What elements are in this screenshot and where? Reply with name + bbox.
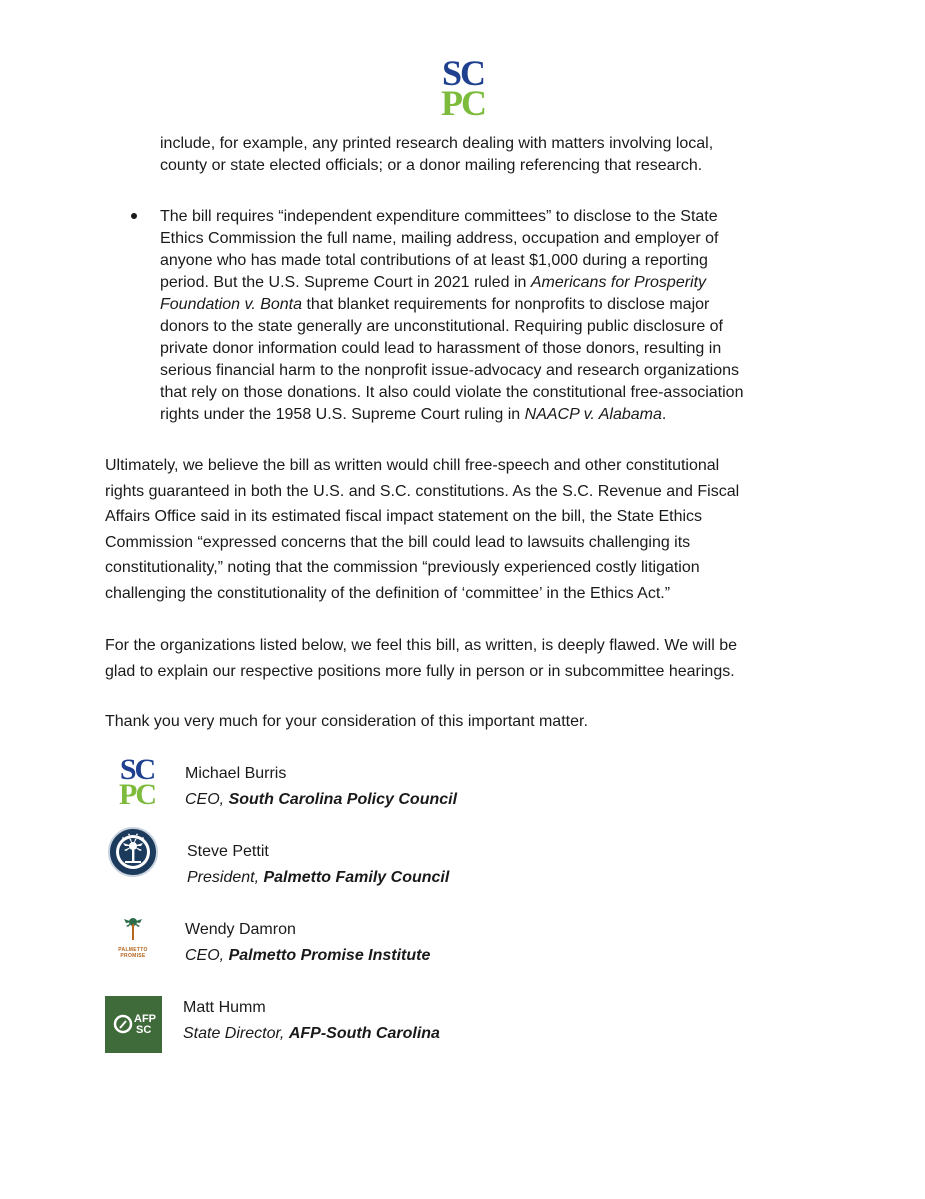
signatory-title — [187, 868, 449, 888]
palmetto-tree-icon — [121, 914, 145, 942]
signatory-title — [185, 946, 430, 966]
case-name: NAACP v. Alabama — [524, 406, 662, 423]
bullet-dot-icon — [131, 213, 137, 219]
organization: Palmetto Family Council — [263, 869, 450, 886]
palmetto-family-council-logo — [108, 827, 158, 877]
text-line: challenging the constitutionality of the definition of ‘committee’ in the Ethics Act.” — [105, 584, 671, 602]
text-line — [160, 404, 820, 426]
text-span: rights under the 1958 U.S. Supreme Court ruling in — [160, 406, 525, 423]
organization: South Carolina Policy Council — [228, 791, 458, 808]
logo-sc-text: SC — [119, 753, 155, 786]
text-span: . — [661, 406, 667, 423]
text-line: Affairs Office said in its estimated fiscal impact statement on the bill, the State Ethics — [105, 508, 703, 525]
text-line: rights guaranteed in both the U.S. and S.C. constitutions. As the S.C. Revenue and Fiscal — [105, 482, 740, 500]
signatory-name: Wendy Damron — [185, 921, 296, 938]
paragraph-organizations — [105, 633, 825, 684]
logo-pc-text: PC — [119, 778, 155, 811]
logo-sc-text: SC — [441, 53, 485, 93]
torch-icon — [113, 1014, 133, 1034]
text-line: anyone who has made total contributions of at least $1,000 during a reporting — [160, 252, 708, 269]
palmetto-tree-icon — [110, 829, 156, 875]
ppi-logo-text: PROMISE — [120, 953, 146, 959]
signatory-title — [185, 790, 457, 810]
text-line — [160, 294, 820, 316]
text-line: that rely on those donations. It also could violate the constitutional free-association — [160, 384, 744, 401]
signatory-name: Steve Pettit — [187, 843, 269, 860]
text-span: period. But the U.S. Supreme Court in 2021 ruled in — [160, 274, 531, 291]
text-line: donors to the state generally are unconstitutional. Requiring public disclosure of — [160, 318, 723, 335]
role: State Director, — [183, 1025, 289, 1042]
text-line: The bill requires “independent expenditure committees” to disclose to the State — [160, 208, 718, 225]
role: CEO, — [185, 947, 229, 964]
text-line: constitutionality,” noting that the commission “previously experienced costly litigation — [105, 559, 700, 576]
text-line: private donor information could lead to harassment of those donors, resulting in — [160, 340, 722, 357]
text-line: Commission “expressed concerns that the bill could lead to lawsuits challenging its — [105, 533, 691, 551]
scpc-logo — [114, 753, 160, 811]
signatory-damron — [0, 910, 925, 970]
paragraph-thanks — [105, 709, 825, 735]
role: President, — [187, 869, 264, 886]
palmetto-promise-logo — [113, 914, 153, 959]
scpc-header-logo — [436, 53, 490, 123]
text-span: that blanket requirements for nonprofits to disclose major — [302, 296, 710, 313]
signatory-humm — [0, 995, 925, 1055]
case-name: Americans for Prosperity — [530, 274, 707, 291]
text-line — [160, 272, 820, 294]
text-line: include, for example, any printed research dealing with matters involving local, — [160, 135, 714, 152]
signatory-name: Matt Humm — [183, 999, 266, 1016]
organization: AFP-South Carolina — [288, 1025, 440, 1042]
text-line: glad to explain our respective positions more fully in person or in subcommittee hearings. — [105, 662, 735, 680]
signatory-burris — [0, 755, 925, 815]
text-line: For the organizations listed below, we feel this bill, as written, is deeply flawed. We will be — [105, 637, 738, 654]
role: CEO, — [185, 791, 229, 808]
afp-sc-logo — [105, 996, 162, 1053]
text-line: serious financial harm to the nonprofit issue-advocacy and research organizations — [160, 362, 739, 379]
afp-logo-text: AFP — [134, 1013, 156, 1025]
text-line: county or state elected officials; or a donor mailing referencing that research. — [160, 157, 703, 174]
signatory-pettit — [0, 827, 925, 887]
logo-pc-text: PC — [441, 83, 485, 123]
paragraph-conclusion — [105, 453, 825, 606]
afp-logo-text: SC — [136, 1024, 152, 1036]
bullet-item-disclosure — [160, 206, 820, 426]
text-line: Thank you very much for your consideration of this important matter. — [105, 713, 588, 730]
case-name: Foundation v. Bonta — [160, 296, 303, 313]
text-line: Ultimately, we believe the bill as written would chill free-speech and other constitutional — [105, 457, 720, 474]
organization: Palmetto Promise Institute — [228, 947, 431, 964]
signatory-title — [183, 1024, 440, 1044]
ppi-logo-text: PALMETTO — [118, 947, 148, 953]
signatory-name: Michael Burris — [185, 765, 287, 782]
bullet-continuation — [160, 133, 820, 177]
text-line: Ethics Commission the full name, mailing address, occupation and employer of — [160, 230, 719, 247]
